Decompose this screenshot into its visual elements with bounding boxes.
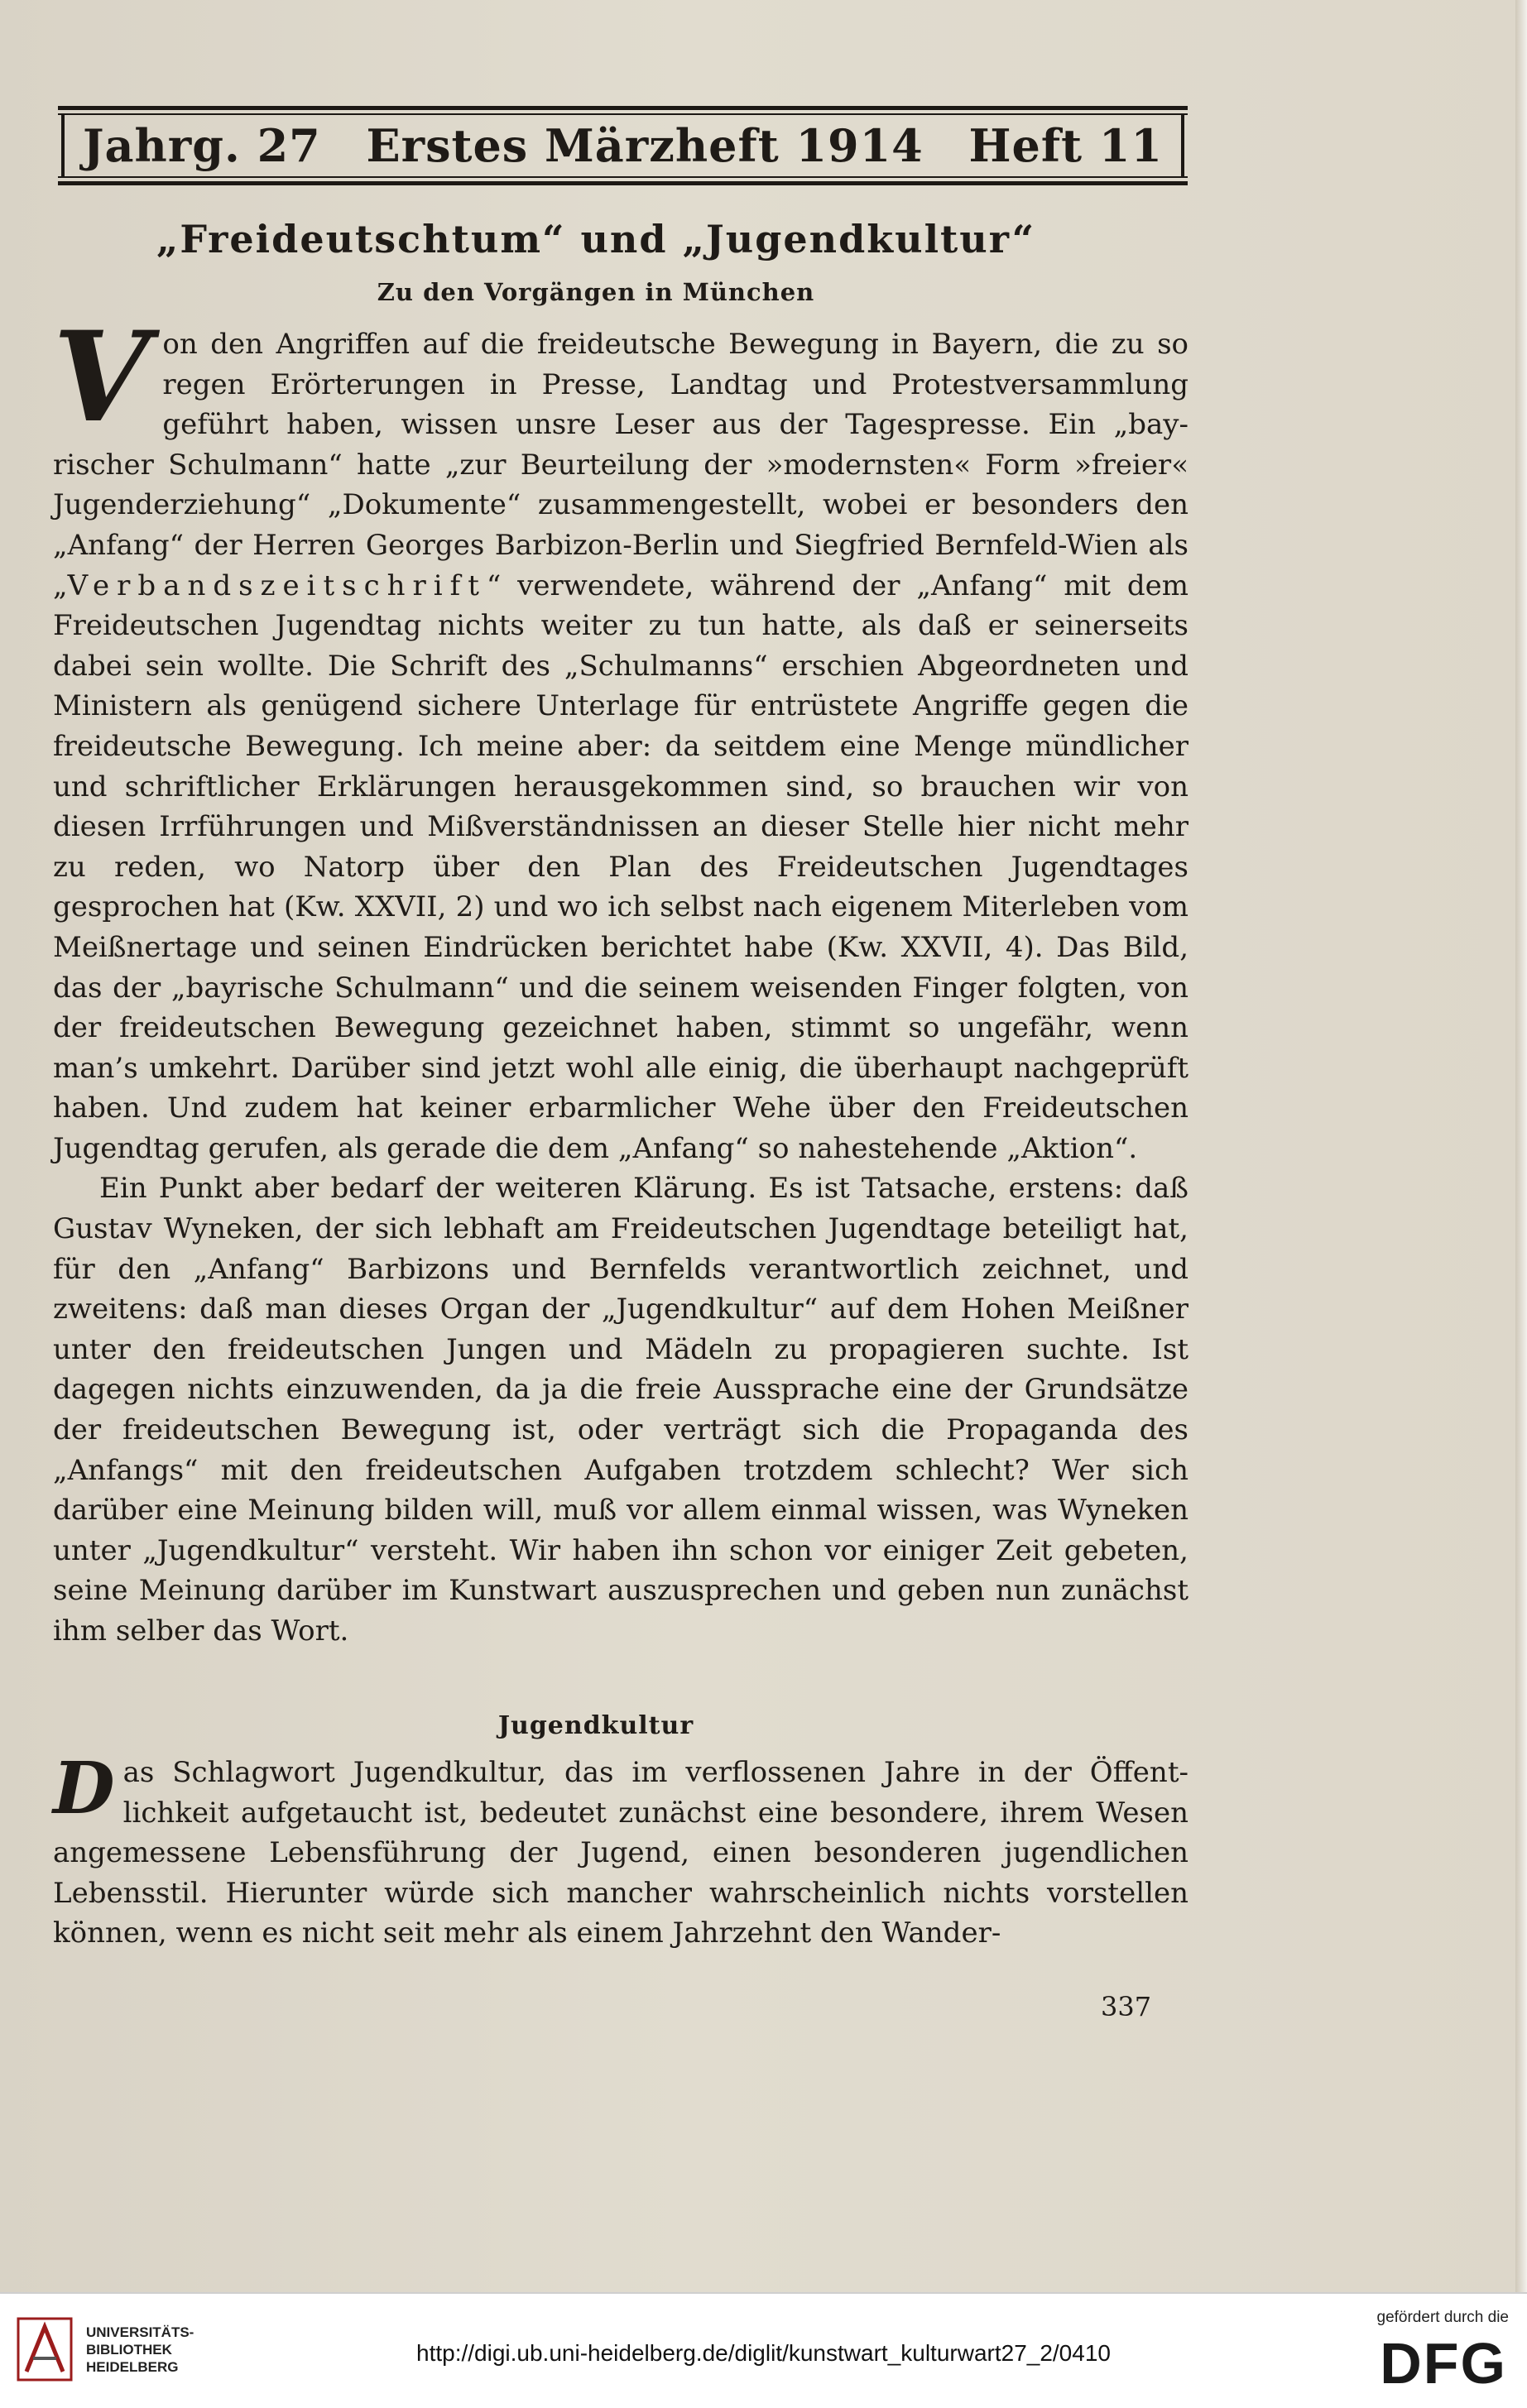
header-issue-date: Erstes Märzheft 1914 (366, 119, 924, 172)
article-title: „Freideutschtum“ und „Jugendkultur“ (156, 217, 1036, 261)
article-body-section (53, 1747, 1188, 1954)
page-edge (1515, 0, 1527, 2292)
spaced-word: Verbandszeitschrift (67, 568, 487, 602)
library-line-1: UNIVERSITÄTS- (86, 2324, 194, 2340)
drop-cap: V (53, 305, 150, 450)
article-subtitle: Zu den Vorgängen in München (377, 278, 815, 306)
paragraph-1 (53, 305, 1188, 1168)
article-body-intro (53, 305, 1188, 1652)
dfg-logo: DFG (1380, 2331, 1507, 2396)
header-bar-left (61, 115, 65, 176)
header-volume: Jahrg. 27 (83, 119, 321, 172)
permalink-url[interactable]: http://digi.ub.uni-heidelberg.de/diglit/kunstwart_kulturwart27_2/0410 (416, 2340, 1111, 2366)
paragraph-2: Ein Punkt aber bedarf der weiteren Klärung. Es ist Tatsache, erstens: daß Gustav Wyneken, der sich lebhaft am Freideutschen Jugendtage beteiligt hat, für den „Anfang“ Barbizons und Bernfelds verantwortlich zeichnet, und zweitens: daß man dieses Organ der „Jugendkultur“ auf dem Hohen Meißner unter den freideutschen Jungen und Mädeln zu propagieren suchte. Ist dagegen nichts einzuwenden, da ja die freie Aussprache eine der Grundsätze der freideutschen Bewegung ist, oder verträgt sich die Propaganda des „Anfangs“ mit den freideutschen Aufgaben trotzdem schlecht? Wer sich darüber eine Meinung bilden will, muß vor allem einmal wissen, was Wyneken unter „Jugendkultur“ versteht. Wir haben ihn schon vor einiger Zeit gebeten, seine Meinung darüber im Kunstwart auszusprechen und geben nun zunächst ihm selber das Wort. (53, 1172, 1188, 1648)
paragraph-3-text: as Schlagwort Jugendkultur, das im verflossenen Jahre in der Öffentlichkeit aufgetaucht ist, bedeutet zunächst eine besondere, ihrem Wesen angemessene Lebensführung der Jugend, einen besonderen jugendlichen Lebensstil. Hierunter würde sich mancher wahrscheinlich nichts vorstellen können, wenn es nicht seit mehr als einem Jahrzehnt den Wander- (53, 1756, 1188, 1950)
paragraph-1-text-b: “ verwendete, während der „Anfang“ mit dem Freideutschen Jugendtag nichts weiter zu tun hatte, als daß er seinerseits dabei sein wollte. Die Schrift des „Schulmanns“ erschien Abgeordneten und Ministern als genügend sichere Unterlage für entrüstete Angriffe gegen die freideutsche Bewegung. Ich meine aber: da seitdem eine Menge mündlicher und schriftlicher Erklärungen herausgekommen sind, so brauchen wir von diesen Irrführungen und Mißverständnissen an dieser Stelle hier nicht mehr zu reden, wo Natorp über den Plan des Freideutschen Jugendtages gesprochen hat (Kw. XXVII, 2) und wo ich selbst nach eigenem Miterleben vom Meißnertage und seinen Eindrücken berichtet habe (Kw. XXVII, 4). Das Bild, das der „bayrische Schulmann“ und die seinem weisenden Finger folgten, von der freideutschen Bewegung gezeichnet haben, stimmt so ungefähr, wenn man’s umkehrt. Darüber sind jetzt wohl alle einig, die überhaupt nachgeprüft haben. Und zudem hat keiner erbarmlicher Wehe über den Freideutschen Jugendtag gerufen, als gerade die dem „Anfang“ so nahestehende „Aktion“. (53, 568, 1188, 1165)
running-header (58, 106, 1188, 185)
drop-cap-small: D (53, 1747, 115, 1830)
page-number: 337 (1101, 1991, 1152, 2022)
library-line-2: BIBLIOTHEK (86, 2342, 172, 2358)
paragraph-3 (53, 1747, 1188, 1954)
library-line-3: HEIDELBERG (86, 2359, 179, 2375)
header-bar-right (1181, 115, 1184, 176)
header-issue-number: Heft 11 (968, 119, 1163, 172)
section-heading: Jugendkultur (497, 1711, 694, 1740)
viewer-footer (0, 2292, 1527, 2408)
funding-note: gefördert durch die (1376, 2309, 1509, 2326)
paragraph-1-text-a: on den Angriffen auf die freideutsche Bewegung in Bayern, die zu so regen Erörterungen in Presse, Landtag und Protestversammlung geführt haben, wissen unsre Leser aus der Tagespresse. Ein „bayrischer Schulmann“ hatte „zur Beurteilung der »modernsten« Form »freier« Jugenderziehung“ „Dokumente“ zusammengestellt, wobei er besonders den „Anfang“ der Herren Georges Barbizon-Berlin und Siegfried Bernfeld-Wien als „ (53, 328, 1188, 602)
